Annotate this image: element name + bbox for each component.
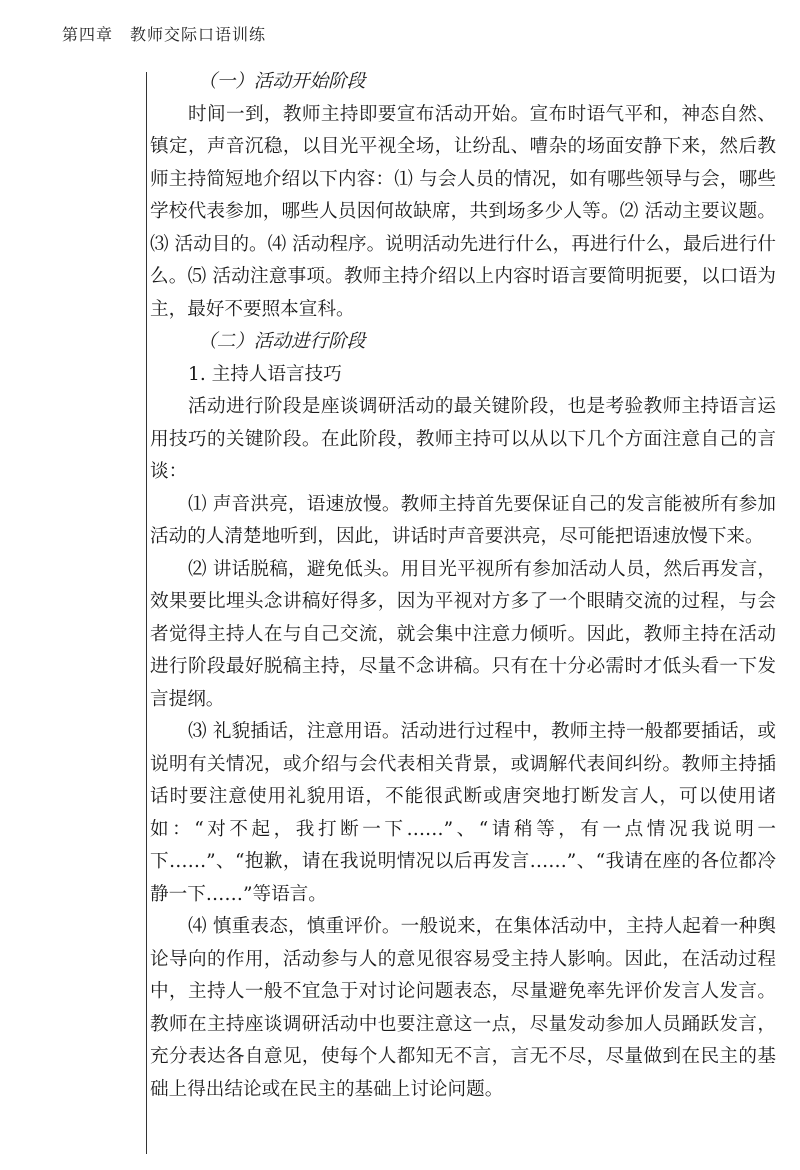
section-heading-start: （一）活动开始阶段: [198, 71, 366, 92]
paragraph: ⑷ 慎重表态，慎重评价。一般说来，在集体活动中，主持人起着一种舆论导向的作用，活动参与人的意见很容易受主持人影响。因此，在活动过程中，主持人一般不宜急于对讨论问题表态，尽量避免率先评价发言人发言。教师在主持座谈调研活动中也要注意这一点，尽量发动参加人员踊跃发言，充分表达各自意见，使每个人都知无不言，言无不尽，尽量做到在民主的基础上得出结论或在民主的基础上讨论问题。: [150, 916, 776, 1100]
section-heading-progress: （二）活动进行阶段: [198, 331, 366, 352]
subheading: 1. 主持人语言技巧: [188, 363, 342, 385]
running-header: 第四章 教师交际口语训练: [62, 25, 267, 44]
margin-rule: [146, 72, 147, 1154]
paragraph: ⑴ 声音洪亮，语速放慢。教师主持首先要保证自己的发言能被所有参加活动的人清楚地听到，因此，讲话时声音要洪亮，尽可能把语速放慢下来。: [150, 493, 776, 547]
paragraph: 时间一到，教师主持即要宣布活动开始。宣布时语气平和，神态自然、镇定，声音沉稳，以目光平视全场，让纷乱、嘈杂的场面安静下来，然后教师主持简短地介绍以下内容：⑴ 与会人员的情况，如有哪些领导与会，哪些学校代表参加，哪些人员因何故缺席，共到场多少人等。⑵ 活动主要议题。⑶ 活动目的。⑷ 活动程序。说明活动先进行什么，再进行什么，最后进行什么。⑸ 活动注意事项。教师主持介绍以上内容时语言要简明扼要，以口语为主，最好不要照本宣科。: [150, 103, 776, 320]
paragraph: ⑶ 礼貌插话，注意用语。活动进行过程中，教师主持一般都要插话，或说明有关情况，或介绍与会代表相关背景，或调解代表间纠纷。教师主持插话时要注意使用礼貌用语，不能很武断或唐突地打断发言人，可以使用诸如：“对不起，我打断一下……”、“请稍等，有一点情况我说明一下……”、“抱歉，请在我说明情况以后再发言……”、“我请在座的各位都冷静一下……”等语言。: [150, 721, 776, 905]
paragraph: 活动进行阶段是座谈调研活动的最关键阶段，也是考验教师主持语言运用技巧的关键阶段。在此阶段，教师主持可以从以下几个方面注意自己的言谈：: [150, 396, 776, 482]
paragraph: ⑵ 讲话脱稿，避免低头。用目光平视所有参加活动人员，然后再发言，效果要比埋头念讲稿好得多，因为平视对方多了一个眼睛交流的过程，与会者觉得主持人在与自己交流，就会集中注意力倾听。因此，教师主持在活动进行阶段最好脱稿主持，尽量不念讲稿。只有在十分必需时才低头看一下发言提纲。: [150, 558, 776, 710]
page-body: [150, 66, 776, 1106]
